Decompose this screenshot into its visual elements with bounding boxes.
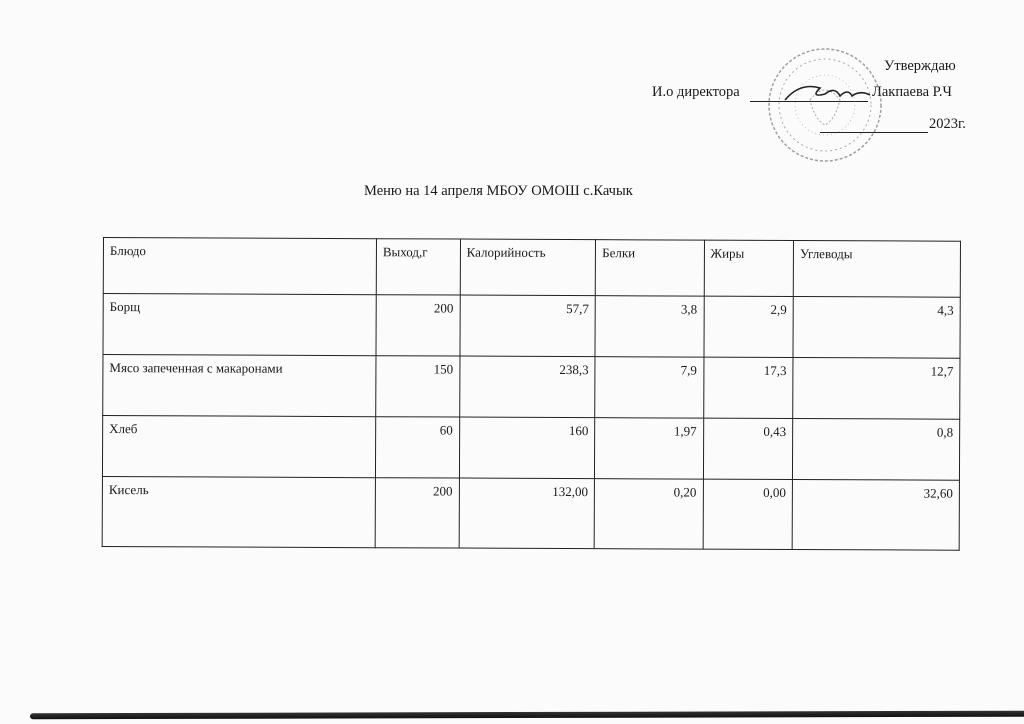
scan-edge-shadow <box>30 711 1024 720</box>
table-row <box>102 416 959 481</box>
signature-icon <box>780 80 875 104</box>
cell-carbs: 32,60 <box>792 480 959 551</box>
header-protein: Белки <box>595 240 704 296</box>
table-header-row <box>103 238 960 298</box>
cell-yield: 200 <box>376 295 460 356</box>
table-row <box>103 294 960 359</box>
cell-fat: 2,9 <box>703 296 793 357</box>
cell-calories: 132,00 <box>459 478 595 549</box>
cell-dish: Кисель <box>102 476 375 547</box>
menu-table <box>102 237 961 551</box>
cell-protein: 7,9 <box>595 357 704 418</box>
cell-yield: 150 <box>376 356 460 417</box>
cell-protein: 1,97 <box>595 418 704 479</box>
cell-carbs: 0,8 <box>792 419 959 481</box>
document-title: Меню на 14 апреля МБОУ ОМОШ с.Качык <box>364 183 633 199</box>
approval-year: 2023г. <box>929 116 966 132</box>
header-calories: Калорийность <box>460 239 596 296</box>
header-carbs: Углеводы <box>793 241 960 298</box>
approval-name: Лакпаева Р.Ч <box>872 84 952 100</box>
table-row <box>103 355 960 420</box>
cell-calories: 57,7 <box>460 295 596 357</box>
header-fat: Жиры <box>704 240 794 296</box>
cell-calories: 238,3 <box>459 356 595 418</box>
approval-role: И.о директора <box>652 84 740 100</box>
approval-title: Утверждаю <box>884 58 956 74</box>
header-yield: Выход,г <box>376 239 460 295</box>
cell-fat: 0,00 <box>703 479 793 549</box>
cell-protein: 0,20 <box>594 479 703 549</box>
cell-dish: Хлеб <box>102 416 375 478</box>
cell-carbs: 12,7 <box>793 358 960 420</box>
header-dish: Блюдо <box>103 238 376 295</box>
cell-yield: 60 <box>375 417 459 478</box>
stamp-icon <box>765 45 885 165</box>
cell-fat: 17,3 <box>703 357 793 418</box>
cell-yield: 200 <box>375 478 459 548</box>
cell-dish: Мясо запеченная с макаронами <box>103 355 376 417</box>
cell-carbs: 4,3 <box>793 297 960 359</box>
cell-fat: 0,43 <box>703 418 793 479</box>
table-row <box>102 476 959 550</box>
cell-protein: 3,8 <box>595 296 704 357</box>
cell-calories: 160 <box>459 417 595 479</box>
cell-dish: Борщ <box>103 294 376 356</box>
